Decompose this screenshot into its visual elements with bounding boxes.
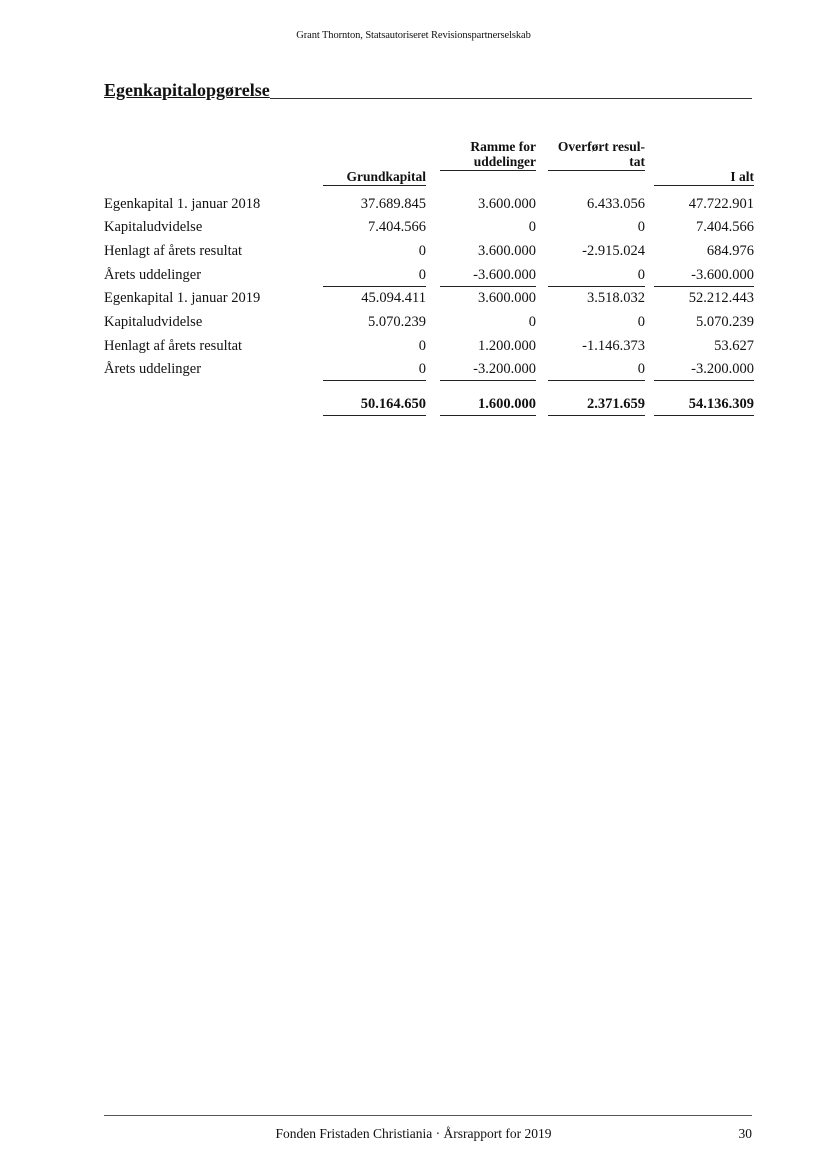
total-underline xyxy=(440,415,536,416)
table-cell: 5.070.239 xyxy=(696,314,754,330)
title-rule xyxy=(270,98,752,99)
column-header-line1 xyxy=(654,154,754,169)
subtotal-rule xyxy=(323,286,426,287)
column-header-line1: Overført resul- xyxy=(557,139,645,154)
table-cell: 7.404.566 xyxy=(696,219,754,235)
table-cell: 0 xyxy=(637,361,645,377)
page-number: 30 xyxy=(738,1126,752,1141)
total-rule xyxy=(654,380,754,381)
column-header-ramme xyxy=(440,139,536,171)
total-cell: 54.136.309 xyxy=(688,396,754,412)
row-label: Kapitaludvidelse xyxy=(104,314,203,330)
total-rule xyxy=(548,380,645,381)
total-rule xyxy=(323,380,426,381)
table-cell: 0 xyxy=(528,314,536,330)
table-cell: 5.070.239 xyxy=(368,314,426,330)
table-cell: 52.212.443 xyxy=(688,290,754,306)
total-underline xyxy=(323,415,426,416)
table-cell: 0 xyxy=(418,267,426,283)
table-cell: 0 xyxy=(637,314,645,330)
table-cell: 0 xyxy=(637,267,645,283)
table-cell: 3.600.000 xyxy=(478,243,536,259)
table-cell: 0 xyxy=(418,361,426,377)
column-header-overfoert xyxy=(548,139,645,171)
row-label: Egenkapital 1. januar 2019 xyxy=(104,290,261,306)
column-header-line2: uddelinger xyxy=(473,154,536,169)
table-cell: 684.976 xyxy=(706,243,754,259)
subtotal-rule xyxy=(654,286,754,287)
column-header-line2: I alt xyxy=(730,169,754,184)
table-cell: 6.433.056 xyxy=(587,196,645,212)
subtotal-rule xyxy=(548,286,645,287)
footer-text: Fonden Fristaden Christiania · Årsrapport for 2019 xyxy=(275,1126,552,1141)
subtotal-rule xyxy=(440,286,536,287)
total-underline xyxy=(548,415,645,416)
table-cell: 3.600.000 xyxy=(478,196,536,212)
column-header-line2: tat xyxy=(629,154,645,169)
table-cell: -1.146.373 xyxy=(582,338,645,354)
column-header-line2: Grundkapital xyxy=(346,169,426,184)
total-cell: 50.164.650 xyxy=(360,396,426,412)
total-rule xyxy=(440,380,536,381)
table-cell: 0 xyxy=(418,338,426,354)
total-cell: 1.600.000 xyxy=(478,396,536,412)
table-cell: -3.200.000 xyxy=(473,361,536,377)
section-title: Egenkapitalopgørelse xyxy=(104,80,270,100)
row-label: Årets uddelinger xyxy=(104,361,202,377)
column-header-line1: Ramme for xyxy=(470,139,536,154)
column-header-line1 xyxy=(323,154,426,169)
table-cell: 47.722.901 xyxy=(688,196,754,212)
table-cell: -3.600.000 xyxy=(473,267,536,283)
row-label: Egenkapital 1. januar 2018 xyxy=(104,196,261,212)
table-cell: 7.404.566 xyxy=(368,219,426,235)
table-cell: 53.627 xyxy=(714,338,754,354)
page-header: Grant Thornton, Statsautoriseret Revisionspartnerselskab xyxy=(296,30,531,41)
row-label: Henlagt af årets resultat xyxy=(104,243,243,259)
table-cell: 45.094.411 xyxy=(361,290,426,306)
table-cell: 37.689.845 xyxy=(360,196,426,212)
table-cell: 1.200.000 xyxy=(478,338,536,354)
row-label: Årets uddelinger xyxy=(104,267,202,283)
row-label: Kapitaludvidelse xyxy=(104,219,203,235)
total-underline xyxy=(654,415,754,416)
column-header-grundkapital xyxy=(323,154,426,186)
table-cell: -3.600.000 xyxy=(691,267,754,283)
table-cell: 0 xyxy=(418,243,426,259)
total-cell: 2.371.659 xyxy=(587,396,645,412)
column-header-i-alt xyxy=(654,154,754,186)
table-cell: -3.200.000 xyxy=(691,361,754,377)
table-cell: 0 xyxy=(637,219,645,235)
table-cell: 3.518.032 xyxy=(587,290,645,306)
footer-rule xyxy=(104,1115,752,1116)
row-label: Henlagt af årets resultat xyxy=(104,338,243,354)
table-cell: 0 xyxy=(528,219,536,235)
table-cell: -2.915.024 xyxy=(582,243,645,259)
table-cell: 3.600.000 xyxy=(478,290,536,306)
